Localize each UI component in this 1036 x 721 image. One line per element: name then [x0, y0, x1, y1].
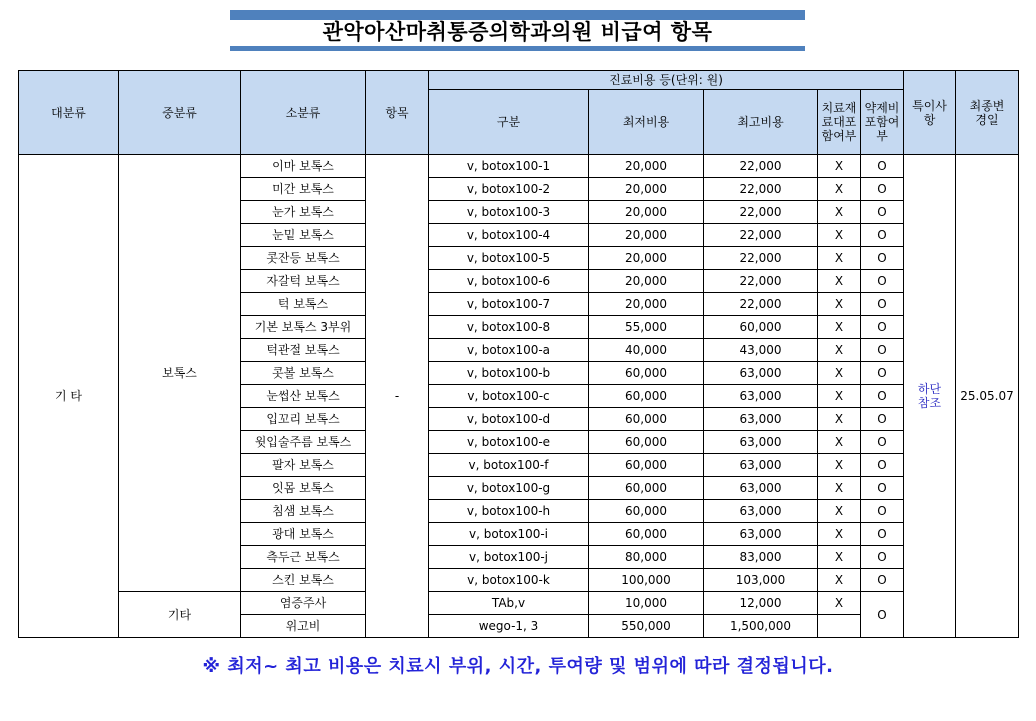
min-cost-cell: 60,000	[589, 477, 704, 500]
drug-incl-cell: O	[861, 201, 904, 224]
max-cost-cell: 63,000	[704, 431, 818, 454]
min-cost-cell: 40,000	[589, 339, 704, 362]
minor-category-cell: 광대 보톡스	[241, 523, 366, 546]
drug-incl-cell: O	[861, 431, 904, 454]
min-cost-cell: 60,000	[589, 523, 704, 546]
category-code-cell: v, botox100-b	[429, 362, 589, 385]
drug-incl-cell: O	[861, 247, 904, 270]
max-cost-cell: 22,000	[704, 293, 818, 316]
category-code-cell: v, botox100-k	[429, 569, 589, 592]
max-cost-cell: 83,000	[704, 546, 818, 569]
header-notes: 특이사항	[904, 71, 956, 155]
material-incl-cell: X	[818, 500, 861, 523]
category-code-cell: wego-1, 3	[429, 615, 589, 638]
max-cost-cell: 63,000	[704, 500, 818, 523]
category-code-cell: TAb,v	[429, 592, 589, 615]
header-drug-incl: 약제비포함여부	[861, 90, 904, 155]
drug-incl-cell: O	[861, 477, 904, 500]
min-cost-cell: 60,000	[589, 362, 704, 385]
header-max-cost: 최고비용	[704, 90, 818, 155]
material-incl-cell: X	[818, 523, 861, 546]
material-incl-cell: X	[818, 178, 861, 201]
min-cost-cell: 55,000	[589, 316, 704, 339]
minor-category-cell: 자갈턱 보톡스	[241, 270, 366, 293]
min-cost-cell: 20,000	[589, 224, 704, 247]
drug-incl-cell: O	[861, 293, 904, 316]
minor-category-cell: 침샘 보톡스	[241, 500, 366, 523]
drug-incl-cell: O	[861, 270, 904, 293]
middle-category-other: 기타	[119, 592, 241, 638]
drug-incl-cell: O	[861, 316, 904, 339]
drug-incl-cell: O	[861, 454, 904, 477]
max-cost-cell: 63,000	[704, 523, 818, 546]
material-incl-cell: X	[818, 339, 861, 362]
minor-category-cell: 턱관절 보톡스	[241, 339, 366, 362]
category-code-cell: v, botox100-c	[429, 385, 589, 408]
minor-category-cell: 콧잔등 보톡스	[241, 247, 366, 270]
category-code-cell: v, botox100-3	[429, 201, 589, 224]
item-cell: -	[366, 155, 429, 638]
max-cost-cell: 63,000	[704, 408, 818, 431]
minor-category-cell: 눈밑 보톡스	[241, 224, 366, 247]
category-code-cell: v, botox100-j	[429, 546, 589, 569]
footer-note: ※ 최저~ 최고 비용은 치료시 부위, 시간, 투여량 및 범위에 따라 결정됩니다.	[202, 656, 834, 677]
title-bar-bottom	[230, 46, 805, 51]
category-code-cell: v, botox100-a	[429, 339, 589, 362]
category-code-cell: v, botox100-5	[429, 247, 589, 270]
max-cost-cell: 12,000	[704, 592, 818, 615]
min-cost-cell: 550,000	[589, 615, 704, 638]
material-incl-cell	[818, 615, 861, 638]
max-cost-cell: 60,000	[704, 316, 818, 339]
material-incl-cell: X	[818, 569, 861, 592]
category-code-cell: v, botox100-i	[429, 523, 589, 546]
material-incl-cell: X	[818, 592, 861, 615]
material-incl-cell: X	[818, 270, 861, 293]
material-incl-cell: X	[818, 546, 861, 569]
material-incl-cell: X	[818, 247, 861, 270]
material-incl-cell: X	[818, 316, 861, 339]
header-min-cost: 최저비용	[589, 90, 704, 155]
material-incl-cell: X	[818, 477, 861, 500]
material-incl-cell: X	[818, 408, 861, 431]
category-code-cell: v, botox100-7	[429, 293, 589, 316]
table-row	[19, 592, 1019, 615]
header-last-changed: 최종변경일	[956, 71, 1019, 155]
minor-category-cell: 눈썹산 보톡스	[241, 385, 366, 408]
max-cost-cell: 63,000	[704, 477, 818, 500]
drug-incl-cell: O	[861, 523, 904, 546]
middle-category-botox: 보톡스	[119, 155, 241, 592]
minor-category-cell: 미간 보톡스	[241, 178, 366, 201]
material-incl-cell: X	[818, 454, 861, 477]
minor-category-cell: 턱 보톡스	[241, 293, 366, 316]
category-code-cell: v, botox100-2	[429, 178, 589, 201]
drug-incl-cell: O	[861, 178, 904, 201]
max-cost-cell: 22,000	[704, 270, 818, 293]
min-cost-cell: 20,000	[589, 247, 704, 270]
max-cost-cell: 63,000	[704, 385, 818, 408]
header-material-incl: 치료재료대포함여부	[818, 90, 861, 155]
min-cost-cell: 20,000	[589, 178, 704, 201]
drug-incl-cell: O	[861, 224, 904, 247]
min-cost-cell: 10,000	[589, 592, 704, 615]
min-cost-cell: 20,000	[589, 293, 704, 316]
header-major: 대분류	[19, 71, 119, 155]
material-incl-cell: X	[818, 155, 861, 178]
minor-category-cell: 팔자 보톡스	[241, 454, 366, 477]
min-cost-cell: 20,000	[589, 201, 704, 224]
title-block	[230, 10, 805, 52]
max-cost-cell: 63,000	[704, 362, 818, 385]
major-category-cell: 기 타	[19, 155, 119, 638]
minor-category-cell: 윗입술주름 보톡스	[241, 431, 366, 454]
price-table	[18, 70, 1019, 638]
page-title: 관악아산마취통증의학과의원 비급여 항목	[322, 20, 713, 44]
drug-incl-cell: O	[861, 500, 904, 523]
header-category: 구분	[429, 90, 589, 155]
max-cost-cell: 22,000	[704, 155, 818, 178]
material-incl-cell: X	[818, 201, 861, 224]
material-incl-cell: X	[818, 293, 861, 316]
category-code-cell: v, botox100-6	[429, 270, 589, 293]
drug-incl-cell: O	[861, 408, 904, 431]
minor-category-cell: 위고비	[241, 615, 366, 638]
min-cost-cell: 100,000	[589, 569, 704, 592]
category-code-cell: v, botox100-f	[429, 454, 589, 477]
header-middle: 중분류	[119, 71, 241, 155]
drug-incl-cell: O	[861, 569, 904, 592]
min-cost-cell: 60,000	[589, 408, 704, 431]
max-cost-cell: 1,500,000	[704, 615, 818, 638]
material-incl-cell: X	[818, 431, 861, 454]
minor-category-cell: 기본 보톡스 3부위	[241, 316, 366, 339]
category-code-cell: v, botox100-4	[429, 224, 589, 247]
max-cost-cell: 103,000	[704, 569, 818, 592]
category-code-cell: v, botox100-8	[429, 316, 589, 339]
header-item: 항목	[366, 71, 429, 155]
minor-category-cell: 염증주사	[241, 592, 366, 615]
drug-incl-cell: O	[861, 546, 904, 569]
min-cost-cell: 60,000	[589, 431, 704, 454]
max-cost-cell: 22,000	[704, 178, 818, 201]
min-cost-cell: 80,000	[589, 546, 704, 569]
minor-category-cell: 스킨 보톡스	[241, 569, 366, 592]
minor-category-cell: 콧볼 보톡스	[241, 362, 366, 385]
drug-incl-cell: O	[861, 592, 904, 638]
table-row	[19, 155, 1019, 178]
max-cost-cell: 63,000	[704, 454, 818, 477]
category-code-cell: v, botox100-e	[429, 431, 589, 454]
minor-category-cell: 입꼬리 보톡스	[241, 408, 366, 431]
drug-incl-cell: O	[861, 385, 904, 408]
minor-category-cell: 잇몸 보톡스	[241, 477, 366, 500]
header-cost-group: 진료비용 등(단위: 원)	[429, 71, 904, 90]
max-cost-cell: 22,000	[704, 247, 818, 270]
max-cost-cell: 22,000	[704, 224, 818, 247]
category-code-cell: v, botox100-g	[429, 477, 589, 500]
table-body	[19, 155, 1019, 638]
notes-cell: 하단참조	[904, 155, 956, 638]
material-incl-cell: X	[818, 362, 861, 385]
minor-category-cell: 측두근 보톡스	[241, 546, 366, 569]
min-cost-cell: 60,000	[589, 454, 704, 477]
category-code-cell: v, botox100-1	[429, 155, 589, 178]
last-changed-cell: 25.05.07	[956, 155, 1019, 638]
material-incl-cell: X	[818, 224, 861, 247]
minor-category-cell: 이마 보톡스	[241, 155, 366, 178]
min-cost-cell: 60,000	[589, 385, 704, 408]
material-incl-cell: X	[818, 385, 861, 408]
category-code-cell: v, botox100-h	[429, 500, 589, 523]
max-cost-cell: 43,000	[704, 339, 818, 362]
minor-category-cell: 눈가 보톡스	[241, 201, 366, 224]
drug-incl-cell: O	[861, 362, 904, 385]
max-cost-cell: 22,000	[704, 201, 818, 224]
min-cost-cell: 20,000	[589, 155, 704, 178]
drug-incl-cell: O	[861, 155, 904, 178]
min-cost-cell: 60,000	[589, 500, 704, 523]
category-code-cell: v, botox100-d	[429, 408, 589, 431]
drug-incl-cell: O	[861, 339, 904, 362]
min-cost-cell: 20,000	[589, 270, 704, 293]
header-minor: 소분류	[241, 71, 366, 155]
